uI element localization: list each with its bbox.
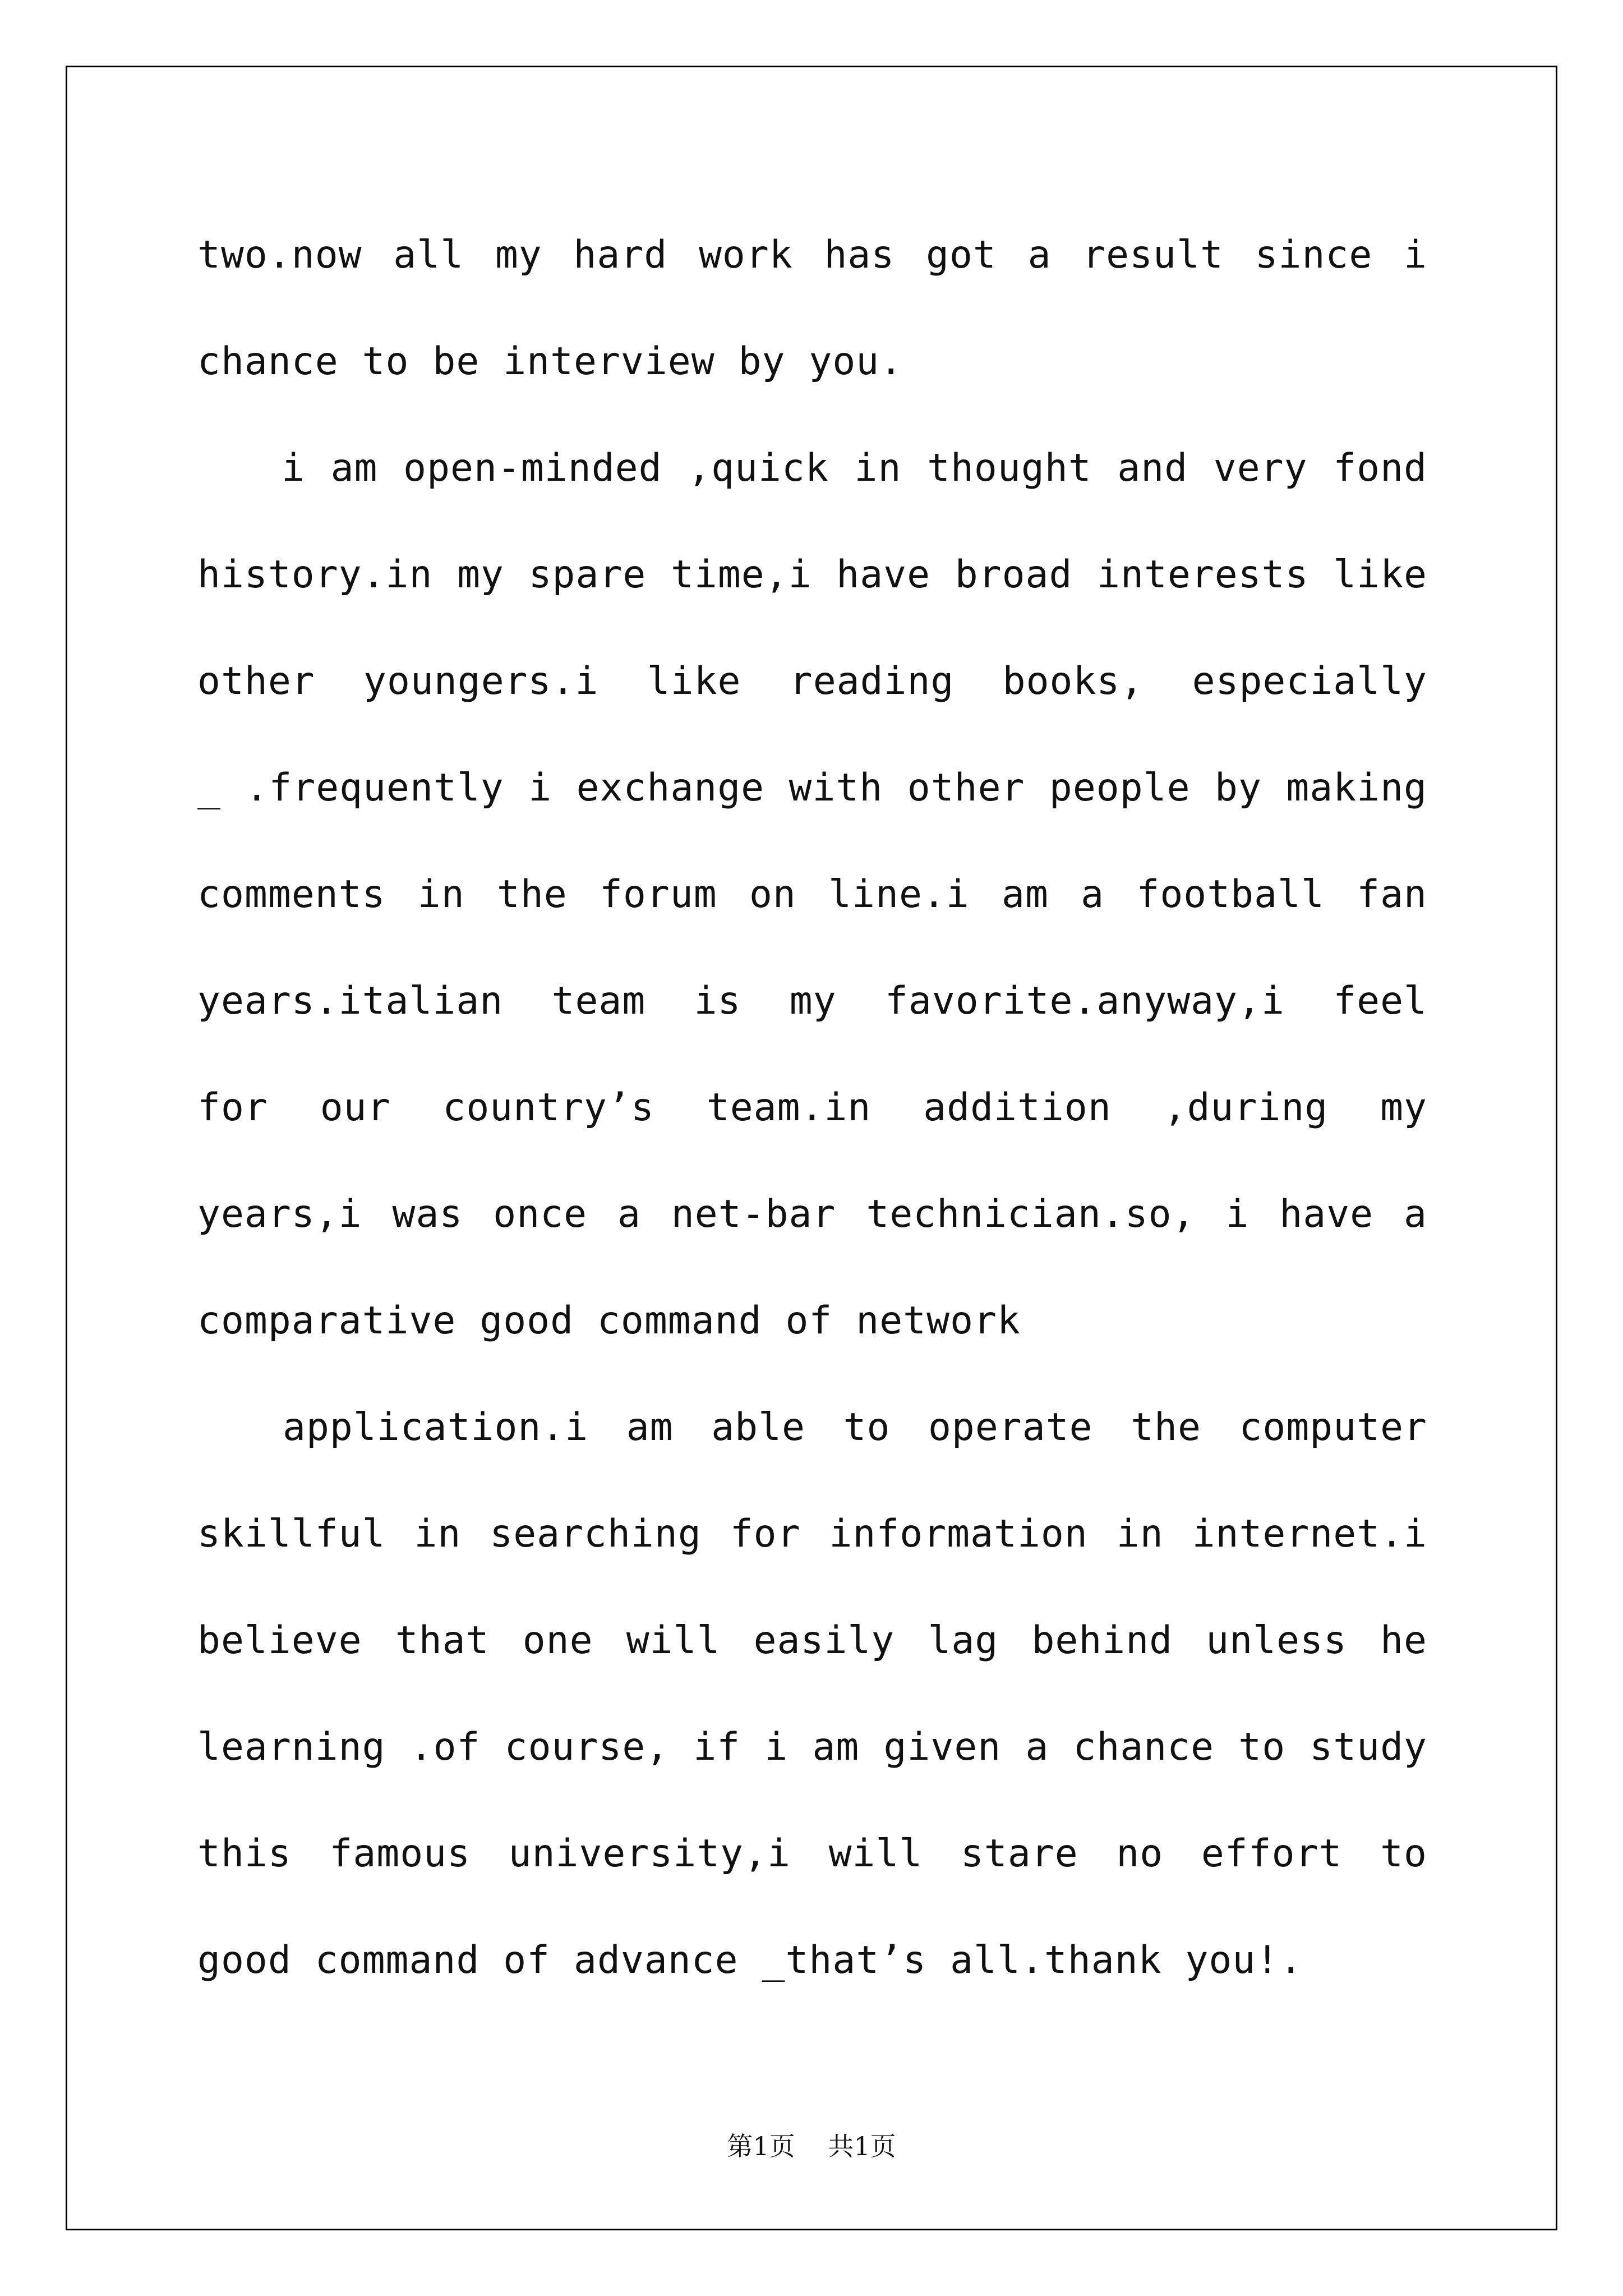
text-line: two.now all my hard work has got a result since i bbox=[197, 233, 1427, 277]
text-line: this famous university,i will stare no effort to bbox=[197, 1832, 1427, 1876]
page-footer bbox=[0, 2126, 1623, 2163]
document-body bbox=[197, 202, 1427, 2014]
text-line: application.i am able to operate the computer bbox=[283, 1405, 1427, 1450]
text-line: comments in the forum on line.i am a football fan bbox=[197, 872, 1427, 917]
text-line: other youngers.i like reading books, especially bbox=[197, 659, 1427, 703]
text-line: i am open-minded ,quick in thought and very fond bbox=[282, 446, 1427, 490]
text-line: comparative good command of network bbox=[197, 1299, 1021, 1343]
text-line: skillful in searching for information in internet.i bbox=[197, 1512, 1427, 1556]
text-line: for our country’s team.in addition ,during my bbox=[197, 1085, 1427, 1130]
text-line: history.in my spare time,i have broad interests like bbox=[197, 553, 1427, 597]
text-line: chance to be interview by you. bbox=[197, 339, 903, 384]
text-line: years.italian team is my favorite.anyway,i feel bbox=[197, 979, 1427, 1023]
text-line: good command of advance _that’s all.thank you!. bbox=[197, 1938, 1303, 1982]
text-line: _ .frequently i exchange with other people by making bbox=[197, 766, 1427, 810]
text-line: years,i was once a net-bar technician.so, i have a bbox=[197, 1192, 1427, 1236]
page-number-current: 第1页 bbox=[727, 2131, 795, 2161]
page-number-total: 共1页 bbox=[828, 2131, 896, 2161]
text-line: believe that one will easily lag behind unless he bbox=[197, 1618, 1427, 1663]
text-line: learning .of course, if i am given a chance to study bbox=[197, 1725, 1427, 1769]
